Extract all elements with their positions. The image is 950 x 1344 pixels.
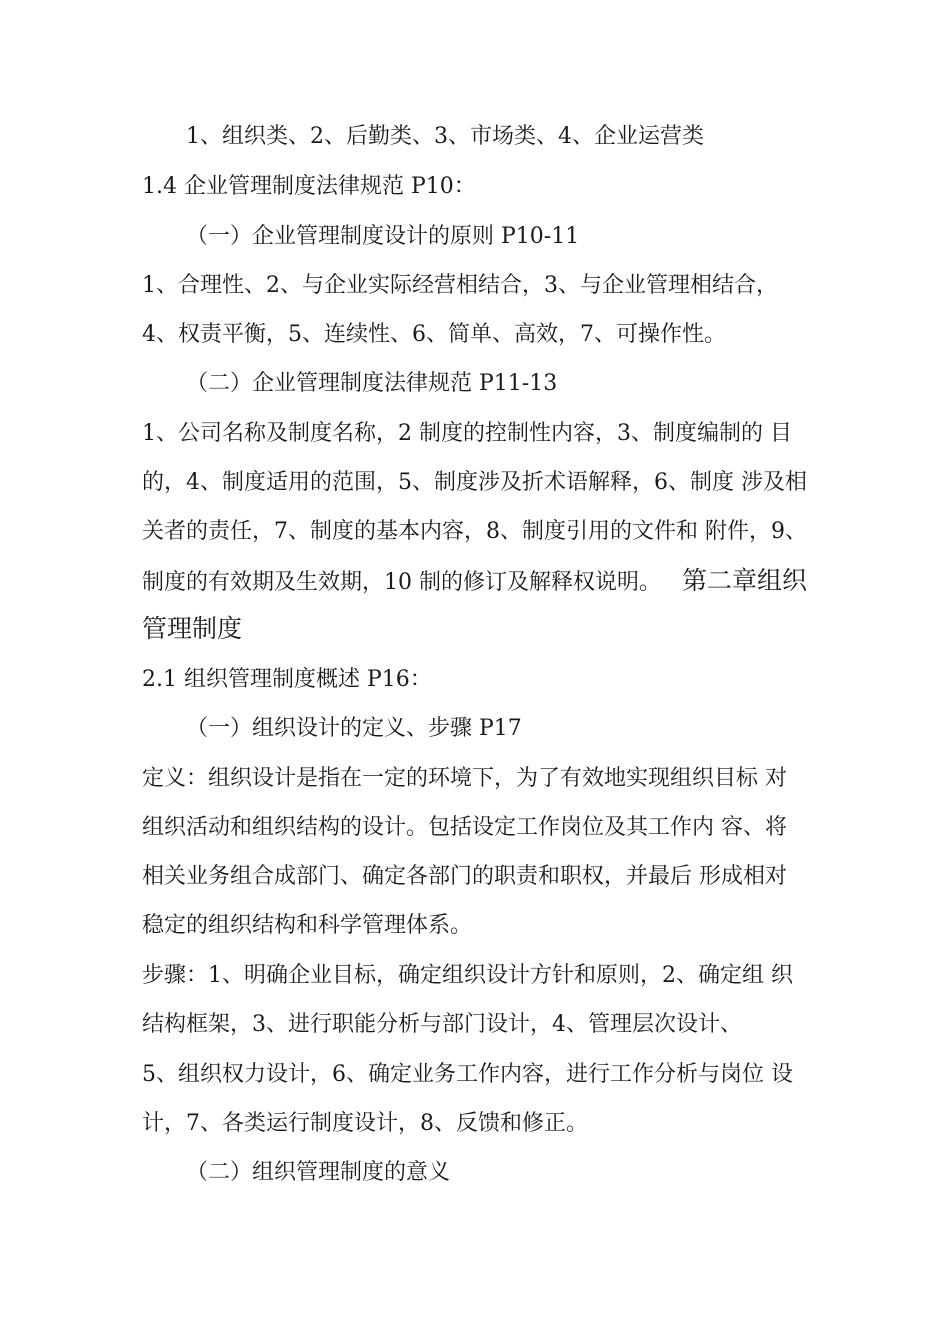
paragraph-line: 的，4、制度适用的范围，5、制度涉及折术语解释，6、制度 涉及相 [142,470,807,495]
paragraph-line: 定义：组织设计是指在一定的环境下，为了有效地实现组织目标 对 [142,766,787,791]
subsection-heading-definition: （一）组织设计的定义、步骤 P17 [186,716,522,741]
chapter-heading-continuation: 管理制度 [142,614,243,643]
paragraph-line [142,566,832,598]
chapter-heading-part: 第二章组织 [682,566,808,595]
subsection-heading-principles: （一）企业管理制度设计的原则 P10-11 [186,224,580,249]
subsection-heading-legal-norms: （二）企业管理制度法律规范 P11-13 [186,371,558,396]
paragraph-line: 1、公司名称及制度名称，2 制度的控制性内容，3、制度编制的 目 [142,421,792,446]
paragraph-line: 4、权责平衡，5、连续性、6、简单、高效，7、可操作性。 [142,322,726,347]
paragraph-line: 组织活动和组织结构的设计。包括设定工作岗位及其工作内 容、将 [142,815,787,840]
paragraph-line: 1、合理性、2、与企业实际经营相结合，3、与企业管理相结合， [142,273,778,298]
paragraph-line: 5、组织权力设计，6、确定业务工作内容，进行工作分析与岗位 设 [142,1062,793,1087]
subsection-heading-significance: （二）组织管理制度的意义 [186,1160,451,1185]
category-list-line: 1、组织类、2、后勤类、3、市场类、4、企业运营类 [186,124,704,149]
paragraph-line: 稳定的组织结构和科学管理体系。 [142,913,473,938]
paragraph-line: 步骤：1、明确企业目标，确定组织设计方针和原则，2、确定组 织 [142,963,793,988]
paragraph-text: 制度的有效期及生效期，10 制的修订及解释权说明。 [142,570,661,595]
paragraph-line: 计，7、各类运行制度设计，8、反馈和修正。 [142,1111,588,1136]
section-heading-1-4: 1.4 企业管理制度法律规范 P10： [142,174,476,199]
paragraph-line: 相关业务组合成部门、确定各部门的职责和职权，并最后 形成相对 [142,864,787,889]
section-heading-2-1: 2.1 组织管理制度概述 P16： [142,667,432,692]
paragraph-line: 结构框架，3、进行职能分析与部门设计，4、管理层次设计、 [142,1012,742,1037]
paragraph-line: 关者的责任，7、制度的基本内容，8、制度引用的文件和 附件，9、 [142,519,807,544]
